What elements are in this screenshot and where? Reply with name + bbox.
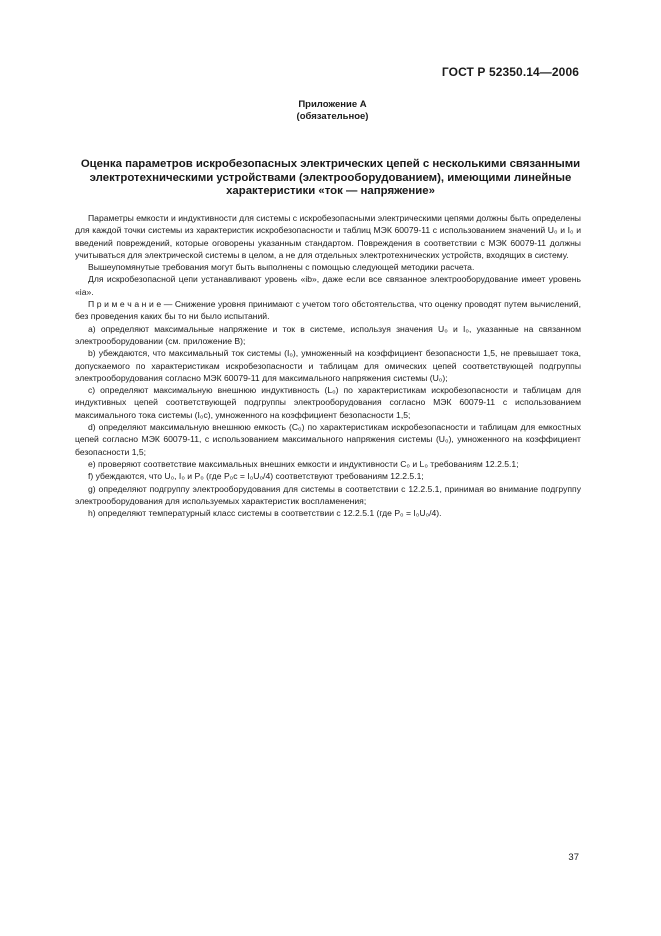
body-text — [75, 212, 581, 519]
list-item-d: d) определяют максимальную внешнюю емкость (C₀) по характеристикам искробезопасности и таблицам для емкостных цепей согласно МЭК 60079-11, с использованием максимального напряжения системы (U₀), умноженного на коэффициент безопасности 1,5; — [75, 422, 581, 457]
heading-line-3: характеристики «ток — напряжение» — [226, 185, 435, 198]
list-item-h: h) определяют температурный класс системы в соответствии с 12.2.5.1 (где P₀ = I₀U₀/4). — [88, 508, 442, 519]
list-item-f: f) убеждаются, что U₀, I₀ и P₀ (где P₀с = I₀U₀/4) соответствуют требованиям 12.2.5.1; — [88, 471, 424, 482]
standard-designation: ГОСТ Р 52350.14—2006 — [441, 65, 579, 79]
list-item-b: b) убеждаются, что максимальный ток системы (I₀), умноженный на коэффициент безопасности 1,5, не превышает тока, допускаемого по характеристикам искробезопасности и таблицам для омических цепей соответствующей подгруппы электрооборудования согласно МЭК 60079-11 для максимального напряжения системы (U₀); — [75, 348, 581, 383]
annex-status: (обязательное) — [296, 111, 369, 122]
annex-heading — [60, 158, 601, 199]
page-number: 37 — [568, 852, 579, 863]
annex-header — [0, 99, 661, 123]
annex-title: Приложение А — [298, 99, 367, 110]
list-item-c: c) определяют максимальную внешнюю индуктивность (L₀) по характеристикам искробезопасности и таблицам для индуктивных цепей соответствующей подгруппы электрооборудования согласно МЭК 60079-11 с использованием максимального тока системы (I₀с), умноженного на коэффициент безопасности 1,5; — [75, 385, 581, 420]
paragraph-method: Вышеупомянутые требования могут быть выполнены с помощью следующей методики расчета. — [88, 262, 475, 273]
paragraph-level: Для искробезопасной цепи устанавливают уровень «ib», даже если все связанное электрооборудование имеет уровень «ia». — [75, 274, 581, 297]
paragraph-intro: Параметры емкости и индуктивности для системы с искробезопасными электрическими цепями должны быть определены для каждой точки системы из характеристик искробезопасности и таблиц МЭК 60079-11 с использованием значений U₀ и I₀ и введений повреждений, которые оговорены указанным стандартом. Повреждения в соответствии с МЭК 60079-11 должны учитываться для электрической системы в целом, а не для отдельных электротехнических устройств, входящих в систему. — [75, 213, 581, 260]
heading-line-1: Оценка параметров искробезопасных электрических цепей с несколькими связанными — [80, 158, 581, 170]
note: П р и м е ч а н и е — Снижение уровня принимают с учетом того обстоятельства, что оценку проводят путем вычислений, без проведения каких бы то ни было испытаний. — [75, 299, 581, 322]
list-item-a: a) определяют максимальные напряжение и ток в системе, используя значения U₀ и I₀, указанные на связанном электрооборудовании (см. приложение В); — [75, 323, 581, 346]
list-item-e: e) проверяют соответствие максимальных внешних емкости и индуктивности C₀ и L₀ требованиям 12.2.5.1; — [88, 458, 519, 469]
heading-line-2: электротехническими устройствами (электрооборудованием), имеющими линейные — [89, 171, 572, 184]
list-item-g: g) определяют подгруппу электрооборудования для системы в соответствии с 12.2.5.1, принимая во внимание подгруппу электрооборудования для используемых характеристик воспламенения; — [75, 483, 581, 506]
